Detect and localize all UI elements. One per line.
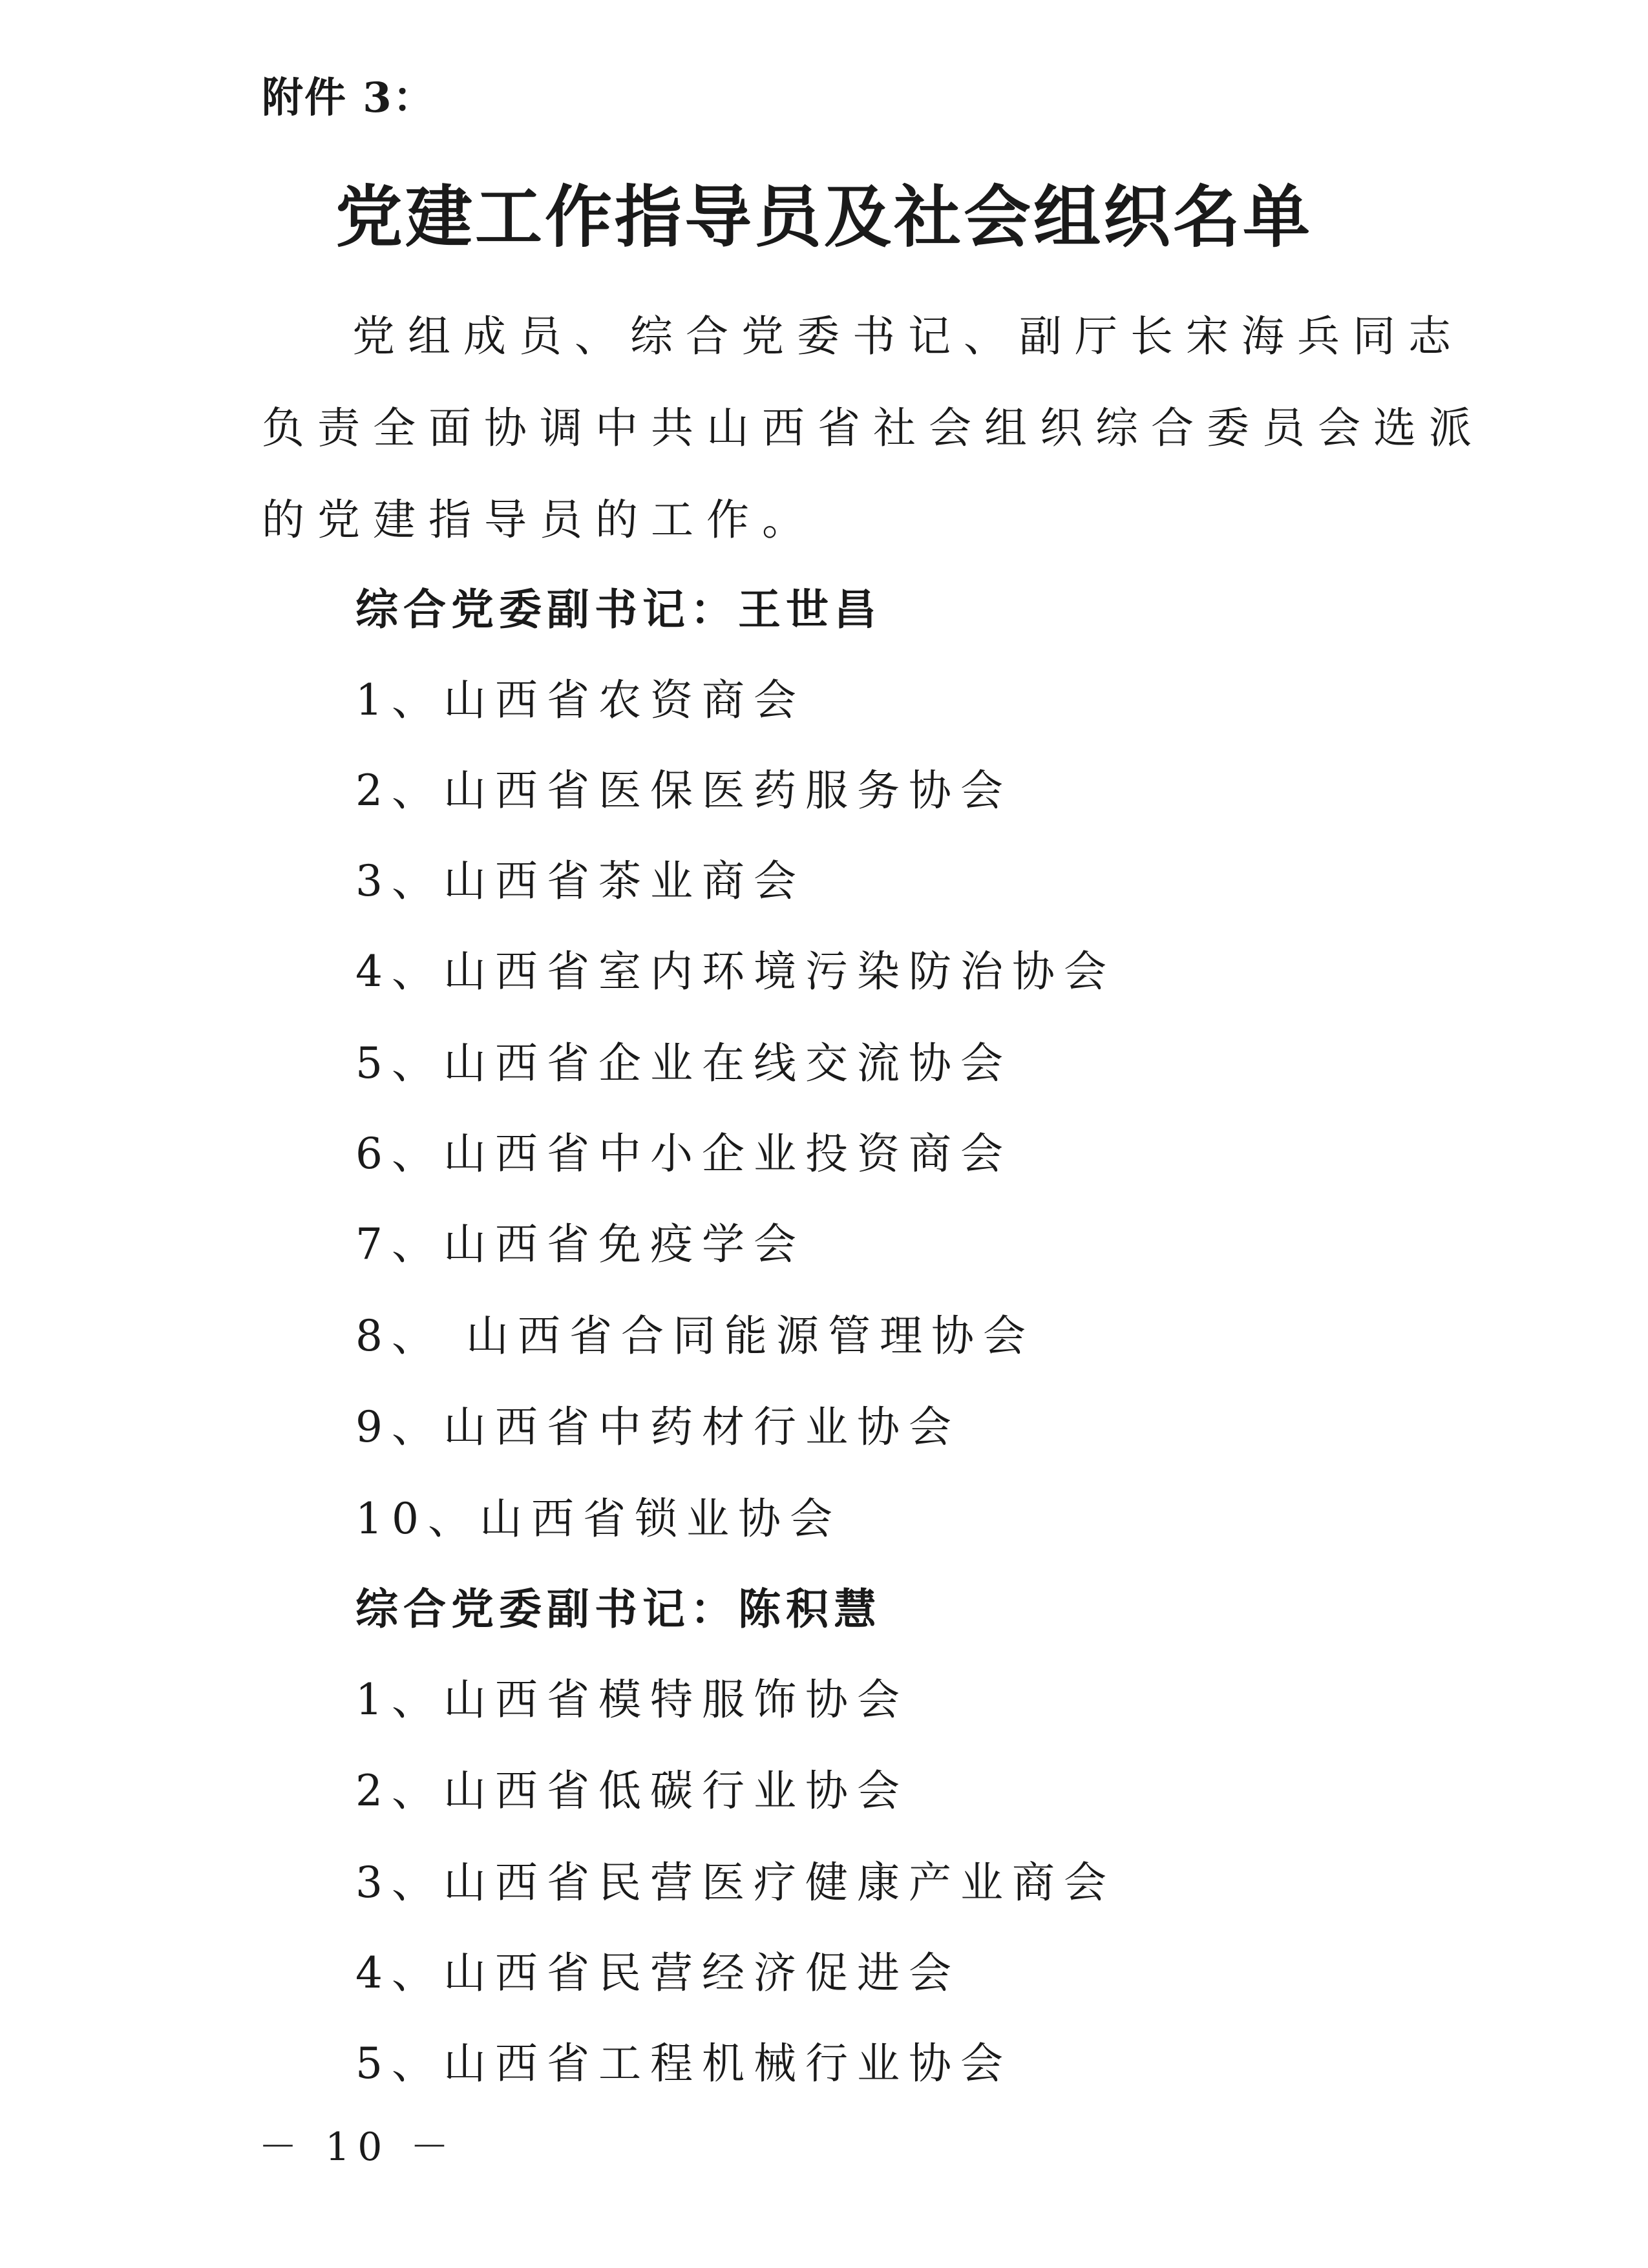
intro-text: 党组成员、综合党委书记、副厅长宋海兵同志负责全面协调中共山西省社会组织综合委员会选派的党建指导员的工作。 xyxy=(262,311,1484,545)
list-item: 2、山西省医保医药服务协会 xyxy=(355,766,1012,815)
list-item: 1、山西省农资商会 xyxy=(355,675,805,725)
list-item: 1、山西省模特服饰协会 xyxy=(355,1675,909,1725)
list-item: 5、山西省工程机械行业协会 xyxy=(355,2039,1012,2088)
list-item: 4、山西省民营经济促进会 xyxy=(355,1948,960,1998)
list-item: 6、山西省中小企业投资商会 xyxy=(355,1129,1012,1179)
list-item: 4、山西省室内环境污染防治协会 xyxy=(355,947,1115,996)
list-item: 3、山西省茶业商会 xyxy=(355,856,805,906)
list-item: 2、山西省低碳行业协会 xyxy=(355,1766,909,1816)
section-heading: 综合党委副书记：王世昌 xyxy=(355,584,882,635)
document-title: 党建工作指导员及社会组织名单 xyxy=(335,177,1313,257)
list-item: 5、山西省企业在线交流协会 xyxy=(355,1038,1012,1088)
section-heading: 综合党委副书记：陈积慧 xyxy=(355,1584,882,1634)
page-number: － 10 － xyxy=(259,2125,457,2170)
list-item: 7、山西省免疫学会 xyxy=(355,1219,805,1269)
list-item: 3、山西省民营医疗健康产业商会 xyxy=(355,1858,1115,1907)
attachment-label: 附件 3： xyxy=(262,74,436,122)
list-item: 9、山西省中药材行业协会 xyxy=(355,1402,960,1452)
list-item: 10、山西省锁业协会 xyxy=(355,1494,841,1544)
intro-paragraph xyxy=(262,291,1490,566)
list-item: 8、 山西省合同能源管理协会 xyxy=(355,1311,1035,1361)
